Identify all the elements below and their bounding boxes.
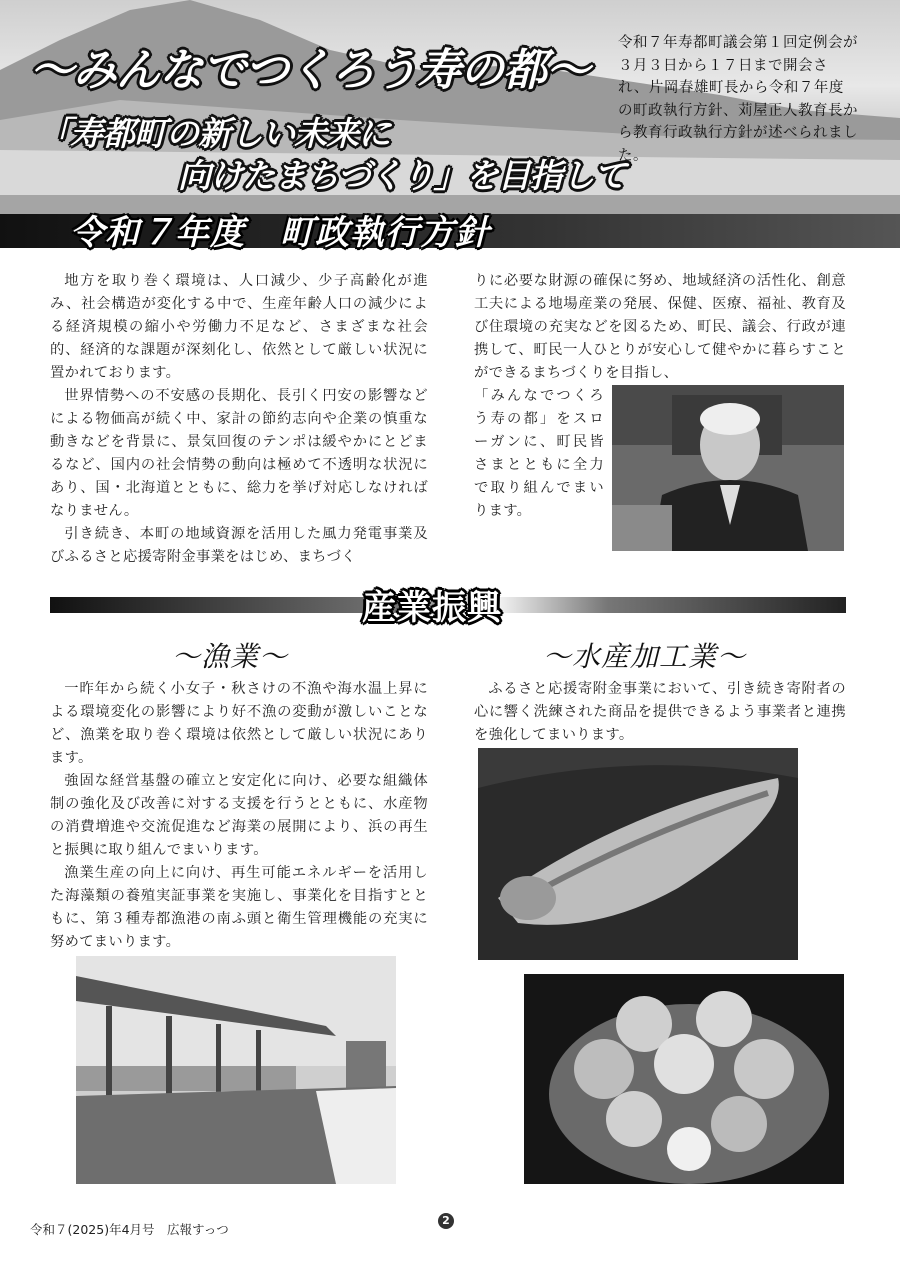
subtitle-line-2: 向けたまちづくり」を目指して xyxy=(178,156,626,195)
body-paragraph: 強固な経営基盤の確立と安定化に向け、必要な組織体制の強化及び改善に対する支援を行うとともに、水産物の消費増進や交流促進など海業の展開により、浜の再生と振興に取り組んでまいります。 xyxy=(50,773,428,858)
processing-heading: ～水産加工業～ xyxy=(543,640,747,673)
right-column-wrap xyxy=(474,385,604,523)
body-paragraph: りに必要な財源の確保に努め、地域経済の活性化、創意工夫による地場産業の発展、保健、医療、福祉、教育及び住環境の充実などを図るため、町民、議会、行政が連携して、町民一人ひとりが安心して健やかに暮らすことができるまちづくりを目指し、 xyxy=(474,273,846,381)
body-paragraph: ふるさと応援寄附金事業において、引き続き寄附者の心に響く洗練された商品を提供できるよう事業者と連携を強化してまいります。 xyxy=(474,681,846,743)
body-paragraph: 「みんなでつくろう寿の都」をスローガンに、町民皆さまとともに全力で取り組んでまいります。 xyxy=(474,388,604,519)
fishery-heading: ～漁業～ xyxy=(172,640,289,673)
slogan-heading: ～みんなでつくろう寿の都～ xyxy=(30,45,589,96)
section-title: 産業振興 xyxy=(362,588,502,628)
body-paragraph: 引き続き、本町の地域資源を活用した風力発電事業及びふるさと応援寄附金事業をはじめ、まちづく xyxy=(50,526,428,565)
intro-text: 令和７年寿都町議会第１回定例会が３月３日から１７日まで開会され、片岡春雄町長から令和７年度の町政執行方針、苅屋正人教育長から教育行政執行方針が述べられました。 xyxy=(618,35,858,164)
body-paragraph: 一昨年から続く小女子・秋さけの不漁や海水温上昇による環境変化の影響により好不漁の変動が激しいことなど、漁業を取り巻く環境は依然として厳しい状況にあります。 xyxy=(50,681,428,766)
processing-text xyxy=(474,678,846,747)
body-paragraph: 漁業生産の向上に向け、再生可能エネルギーを活用した海藻類の養殖実証事業を実施し、事業化を目指すとともに、第３種寿都漁港の南ふ頭と衛生管理機能の充実に努めてまいります。 xyxy=(50,865,428,950)
footer-issue: 令和７(2025)年4月号 広報すっつ xyxy=(30,1222,229,1237)
body-paragraph: 地方を取り巻く環境は、人口減少、少子高齢化が進み、社会構造が変化する中で、生産年齢人口の減少による経済規模の縮小や労働力不足など、さまざまな社会的、経済的な課題が深刻化し、依然として厳しい状況に置かれております。 xyxy=(50,273,428,381)
mayor-speech-photo xyxy=(612,385,844,551)
body-paragraph: 世界情勢への不安感の長期化、長引く円安の影響などによる物価高が続く中、家計の節約志向や企業の慎重な動きなどを背景に、景気回復のテンポは緩やかにとどまるなど、国内の社会情勢の動向は極めて不透明な状況にあり、国・北海道とともに、総力を挙げ対応しなければなりません。 xyxy=(50,388,428,519)
left-column xyxy=(50,270,428,569)
fishery-text xyxy=(50,678,428,954)
scallop-basket-photo xyxy=(524,974,844,1184)
page-number: 2 xyxy=(438,1213,454,1229)
subtitle-line-1: 「寿都町の新しい未来に xyxy=(38,114,390,153)
dried-fish-photo xyxy=(478,748,798,960)
fishing-port-photo xyxy=(76,956,396,1184)
right-column xyxy=(474,270,846,385)
page-title: 令和７年度 町政執行方針 xyxy=(70,213,490,253)
